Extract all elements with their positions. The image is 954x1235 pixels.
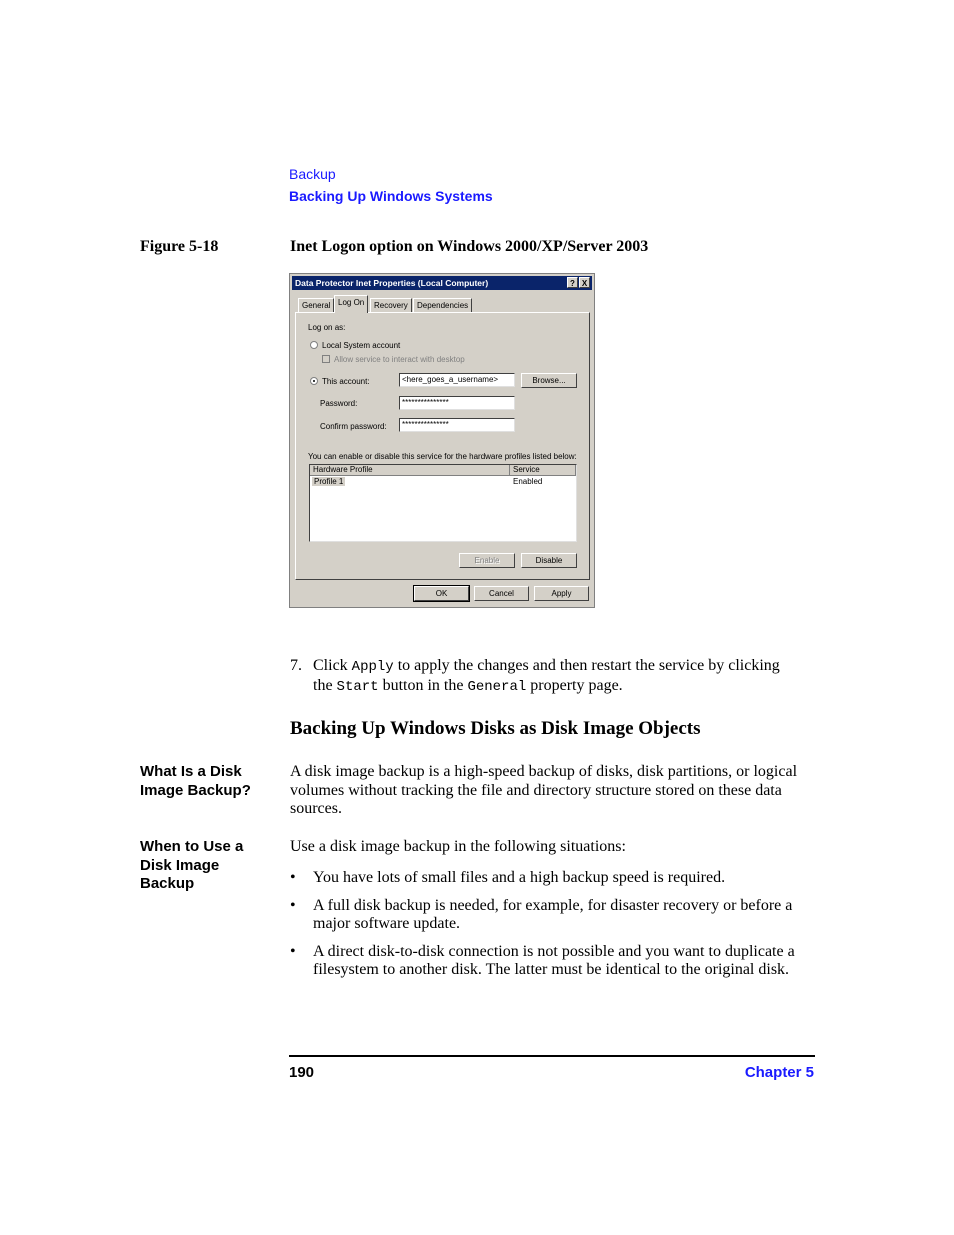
list-item-text: A full disk backup is needed, for example, for disaster recovery or before a major software update. [313,896,793,932]
footer-rule [289,1055,815,1057]
tab-recovery[interactable]: Recovery [370,298,412,312]
bullet-icon: • [290,896,296,914]
profile-row-name[interactable]: Profile 1 [314,477,344,486]
hardware-profiles-list[interactable] [309,464,577,542]
list-item-text: A direct disk-to-disk connection is not possible and you want to duplicate a filesystem to another disk. The latter must be identical to the original disk. [313,942,795,978]
this-account-radio[interactable] [310,377,318,385]
bullet-icon: • [290,869,296,886]
step-7-text-1: Click [313,657,352,674]
local-system-radio[interactable] [310,341,318,349]
step-7-number: 7. [290,657,302,674]
page-number: 190 [289,1064,315,1081]
browse-button[interactable]: Browse... [521,373,577,388]
cancel-button[interactable]: Cancel [474,586,529,601]
list-item [290,943,815,980]
profiles-note: You can enable or disable this service for the hardware profiles listed below: [308,452,577,461]
close-button[interactable]: X [579,277,590,288]
password-label: Password: [320,399,358,408]
apply-button[interactable]: Apply [534,586,589,601]
password-input[interactable]: *************** [399,396,515,410]
inet-properties-dialog [289,273,595,608]
tab-dependencies[interactable]: Dependencies [413,298,472,312]
figure-caption: Inet Logon option on Windows 2000/XP/Server 2003 [290,238,649,255]
profile-row-service: Enabled [513,477,543,486]
allow-interact-checkbox[interactable] [322,355,330,363]
tab-general[interactable]: General [298,298,334,312]
log-on-as-label: Log on as: [308,323,346,332]
step-7-text [313,657,793,696]
breadcrumb-title[interactable]: Backing Up Windows Systems [289,188,493,204]
when-to-use-intro: Use a disk image backup in the following situations: [290,838,626,855]
confirm-password-input[interactable]: *************** [399,418,515,432]
confirm-password-label: Confirm password: [320,422,387,431]
account-input[interactable]: <here_goes_a_username> [399,373,515,387]
step-7-text-3: button in the [378,676,468,694]
column-hardware-profile[interactable]: Hardware Profile [310,465,510,476]
what-is-side-heading: What Is a Disk Image Backup? [140,763,251,799]
list-item [290,869,815,888]
local-system-label: Local System account [322,341,401,350]
dialog-titlebar [292,276,592,290]
start-code: Start [336,678,379,695]
step-7-text-4: property page. [526,676,623,694]
tab-log-on[interactable]: Log On [334,295,368,313]
when-to-use-side-heading: When to Use a Disk Image Backup [140,838,244,892]
list-item [290,897,815,934]
dialog-title: Data Protector Inet Properties (Local Computer) [295,278,489,288]
apply-code: Apply [351,659,394,675]
situations-list [290,869,815,989]
disable-button[interactable]: Disable [521,553,577,568]
chapter-link[interactable]: Chapter 5 [744,1064,814,1081]
column-service[interactable]: Service [510,465,576,476]
bullet-icon: • [290,942,296,960]
breadcrumb-section[interactable]: Backup [289,166,336,182]
enable-button[interactable]: Enable [459,553,515,568]
section-title: Backing Up Windows Disks as Disk Image Objects [290,718,701,739]
allow-interact-label: Allow service to interact with desktop [334,355,465,364]
step-7-text-2: to apply the changes and then restart the service by clicking the [313,657,780,694]
ok-button[interactable]: OK [414,586,469,601]
figure-label: Figure 5-18 [140,238,219,255]
list-item-text: You have lots of small files and a high backup speed is required. [313,869,726,886]
this-account-label: This account: [322,377,370,386]
help-button[interactable]: ? [567,277,578,288]
log-on-panel [295,312,590,580]
general-code: General [467,678,527,695]
what-is-body: A disk image backup is a high-speed backup of disks, disk partitions, or logical volumes without tracking the file and directory structure stored on these data sources. [290,763,798,817]
